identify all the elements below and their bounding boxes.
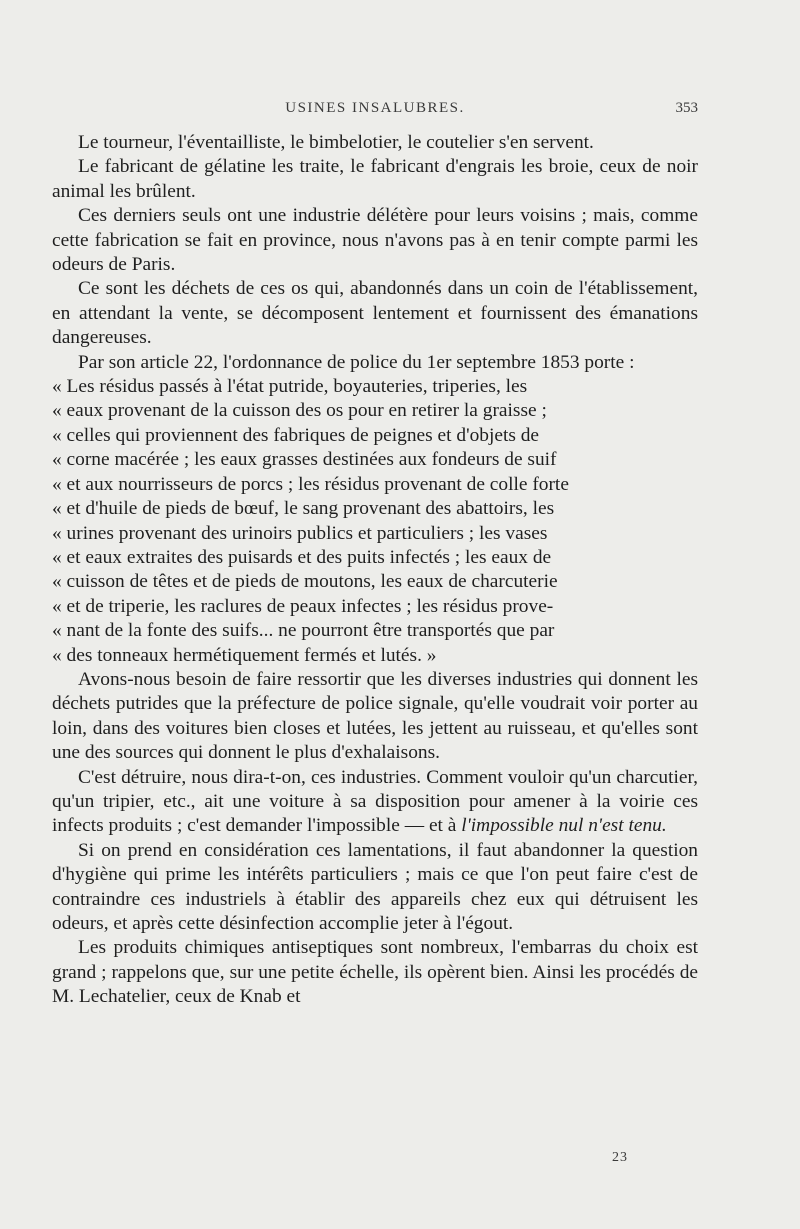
body-text <box>52 131 698 1010</box>
quote-line: « des tonneaux hermétiquement fermés et lutés. » <box>52 644 437 666</box>
paragraph: Avons-nous besoin de faire ressortir que les diverses industries qui donnent les déchets putrides que la préfecture de police signale, qu'elle voudrait voir porter au loin, dans des voitures bien closes et lutées, les jettent au ruisseau, et qu'elles sont une des sources qui donnent le plus d'exhalaisons. <box>52 668 698 764</box>
quote-line: « et d'huile de pieds de bœuf, le sang provenant des abattoirs, les <box>52 498 555 520</box>
paragraph: Le fabricant de gélatine les traite, le fabricant d'engrais les broie, ceux de noir animal les brûlent. <box>52 156 698 202</box>
paragraph: Les produits chimiques antiseptiques sont nombreux, l'embarras du choix est grand ; rappelons que, sur une petite échelle, ils opèrent bien. Ainsi les procédés de M. Lechatelier, ceux de Knab et <box>52 937 698 1008</box>
page-header <box>52 100 698 124</box>
paragraph <box>52 766 698 839</box>
signature-mark: 23 <box>612 1150 628 1165</box>
paragraph: Le tourneur, l'éventailliste, le bimbelotier, le coutelier s'en servent. <box>78 132 594 153</box>
paragraph: Si on prend en considération ces lamentations, il faut abandonner la question d'hygiène qui prime les intérêts particuliers ; mais ce que l'on peut faire c'est de contraindre ces industriels à établir des appareils chez eux qui détruisent les odeurs, et après cette désinfection accomplie jeter à l'égout. <box>52 839 698 934</box>
quote-line: « nant de la fonte des suifs... ne pourront être transportés que par <box>52 620 555 642</box>
paragraph-text: C'est détruire, nous dira-t-on, ces industries. Comment vouloir qu'un charcutier, qu'un tripier, etc., ait une voiture à sa disposition pour amener à la voirie ces infects produits ; c'est demander l'impossible — et à <box>52 766 698 837</box>
quote-line: « et aux nourrisseurs de porcs ; les résidus provenant de colle forte <box>52 473 569 495</box>
italic-phrase: l'impossible nul n'est tenu. <box>461 815 667 837</box>
running-head: USINES INSALUBRES. <box>285 100 465 116</box>
quote-line: « et de triperie, les raclures de peaux infectes ; les résidus prove- <box>52 595 554 617</box>
quote-line: « eaux provenant de la cuisson des os pour en retirer la graisse ; <box>52 400 547 422</box>
page-number: 353 <box>675 100 698 116</box>
paragraph: Ce sont les déchets de ces os qui, abandonnés dans un coin de l'établissement, en attendant la vente, se décomposent lentement et fournissent des émanations dangereuses. <box>52 278 698 349</box>
quote-line: « celles qui proviennent des fabriques de peignes et d'objets de <box>52 424 540 446</box>
quote-line: « cuisson de têtes et de pieds de moutons, les eaux de charcuterie <box>52 571 558 593</box>
ordinance-quote <box>52 375 698 668</box>
quote-line: « corne macérée ; les eaux grasses destinées aux fondeurs de suif <box>52 449 557 471</box>
quote-line: « et eaux extraites des puisards et des puits infectés ; les eaux de <box>52 546 552 568</box>
quote-line: « urines provenant des urinoirs publics et particuliers ; les vases <box>52 522 548 544</box>
quote-line: « Les résidus passés à l'état putride, boyauteries, triperies, les <box>52 376 528 398</box>
paragraph: Par son article 22, l'ordonnance de police du 1er septembre 1853 porte : <box>78 351 635 373</box>
paragraph: Ces derniers seuls ont une industrie délétère pour leurs voisins ; mais, comme cette fabrication se fait en province, nous n'avons pas à en tenir compte parmi les odeurs de Paris. <box>52 205 698 276</box>
